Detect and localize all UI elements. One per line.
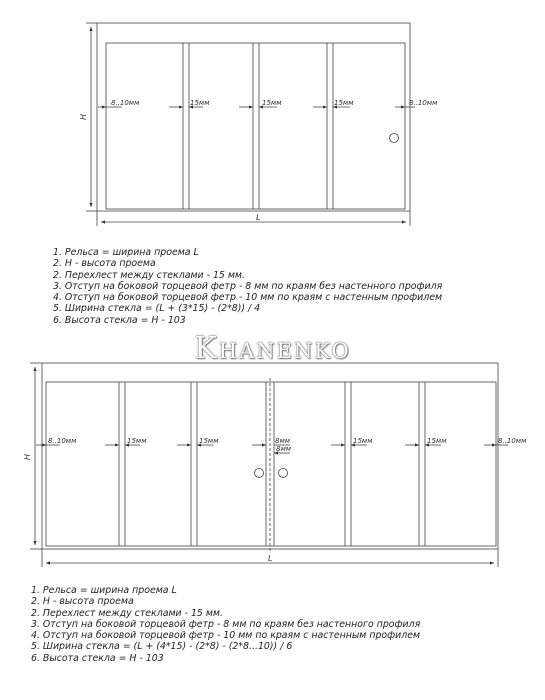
- height-label-bottom: H: [23, 453, 32, 460]
- note-item: 4. Отступ на боковой торцевой фетр - 10 мм по краям с настенным профилем: [31, 630, 421, 642]
- glass-area-bottom: [46, 382, 496, 546]
- notes-bottom: [31, 585, 420, 664]
- opening-frame: [97, 23, 410, 211]
- gap-label-2: 15мм: [262, 99, 282, 107]
- gap-label-center-top: 8мм: [275, 437, 291, 445]
- note-item: 2. H - высота проема: [53, 258, 156, 270]
- gap-label-center-bottom: 8мм: [276, 445, 292, 453]
- note-item: 6. Высота стекла = H - 103: [53, 314, 186, 326]
- gap-label-right: 8..10мм: [409, 99, 438, 107]
- note-item: 2. H - высота проема: [31, 596, 134, 608]
- diagram-bottom: [30, 363, 508, 567]
- length-label: L: [256, 213, 261, 222]
- note-item: 3. Отступ на боковой торцевой фетр - 8 мм по краям без настенного профиля: [31, 618, 421, 630]
- door-handle: [390, 134, 399, 143]
- gap-label-1: 15мм: [190, 99, 210, 107]
- note-item: 5. Ширина стекла = (L + (4*15) - (2*8) - (2*8...10)) / 6: [31, 641, 293, 653]
- note-item: 3. Отступ на боковой торцевой фетр - 8 мм по краям без настенного профиля: [53, 280, 443, 292]
- door-handle-right: [279, 469, 288, 478]
- note-item: 2. Перехлест между стеклами - 15 мм.: [31, 607, 223, 619]
- note-item: 1. Рельса = ширина проема L: [31, 585, 177, 596]
- glass-area: [106, 43, 405, 209]
- gap-label-left-bottom: 8..10мм: [48, 437, 77, 445]
- gap-label-b4: 15мм: [427, 437, 447, 445]
- gap-label-right-bottom: 8..10мм: [498, 437, 527, 445]
- note-item: 2. Перехлест между стеклами - 15 мм.: [53, 269, 245, 281]
- gap-label-b3: 15мм: [353, 437, 373, 445]
- notes-top: [53, 247, 442, 326]
- height-label: H: [79, 113, 88, 120]
- note-item: 1. Рельса = ширина проема L: [53, 247, 199, 258]
- watermark: Khanenko: [194, 331, 351, 366]
- gap-label-b1: 15мм: [127, 437, 147, 445]
- door-handle-left: [255, 469, 264, 478]
- gap-markers-bottom: [36, 445, 508, 453]
- diagram-top: [86, 23, 415, 226]
- note-item: 4. Отступ на боковой торцевой фетр - 10 мм по краям с настенным профилем: [53, 292, 443, 304]
- length-dimension: [97, 211, 410, 226]
- length-label-bottom: L: [268, 554, 273, 563]
- gap-label-3: 15мм: [334, 99, 354, 107]
- gap-label-left: 8..10мм: [111, 99, 140, 107]
- note-item: 6. Высота стекла = H - 103: [31, 652, 164, 664]
- panel-dividers: [183, 43, 333, 209]
- note-item: 5. Ширина стекла = (L + (3*15) - (2*8)) / 4: [53, 303, 261, 315]
- panel-dividers-bottom: [119, 382, 425, 546]
- gap-label-b2: 15мм: [199, 437, 219, 445]
